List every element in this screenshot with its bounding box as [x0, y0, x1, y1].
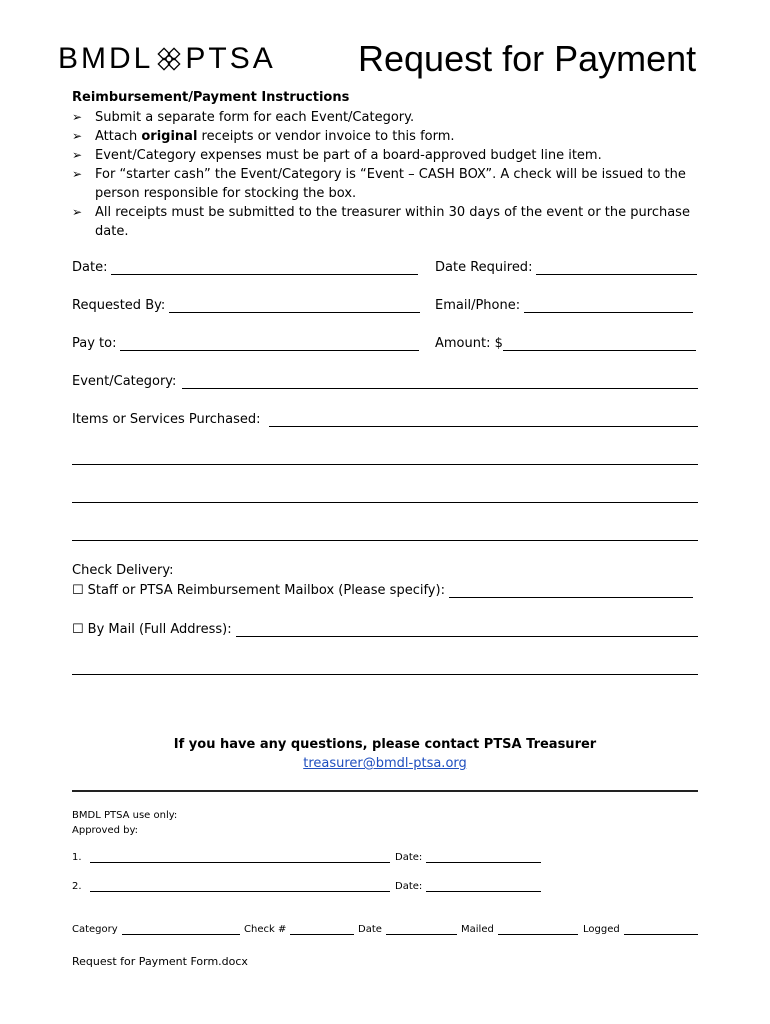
approver-1-num: 1.	[72, 852, 82, 863]
arrow-bullet-icon: ➢	[72, 110, 83, 124]
treasurer-email-link[interactable]: treasurer@bmdl-ptsa.org	[303, 756, 467, 771]
date-required-field[interactable]	[435, 260, 697, 275]
page-title: Request for Payment	[358, 38, 697, 79]
approver-2-date-label: Date:	[395, 881, 423, 892]
category-field[interactable]	[72, 924, 240, 935]
requested-by-field[interactable]	[72, 298, 420, 313]
approver-1-field[interactable]	[72, 852, 390, 863]
category-label: Category	[72, 924, 118, 935]
mail-checkbox[interactable]: ☐	[72, 622, 84, 637]
instructions-list	[72, 108, 712, 241]
pay-to-label: Pay to:	[72, 336, 117, 351]
check-delivery-heading: Check Delivery:	[72, 563, 174, 578]
approver-2-date-field[interactable]	[395, 881, 541, 892]
approver-2-num: 2.	[72, 881, 82, 892]
check-number-label: Check #	[244, 924, 287, 935]
mailbox-checkbox[interactable]: ☐	[72, 583, 84, 598]
brand-logo	[58, 42, 276, 76]
items-purchased-field[interactable]	[72, 412, 698, 427]
email-phone-field[interactable]	[435, 298, 693, 313]
brand-right-text: PTSA	[185, 42, 276, 75]
check-number-field[interactable]	[244, 924, 354, 935]
amount-field[interactable]	[435, 336, 696, 351]
approver-2-field[interactable]	[72, 881, 390, 892]
office-date-field[interactable]	[358, 924, 457, 935]
arrow-bullet-icon: ➢	[72, 205, 83, 219]
brand-left-text: BMDL	[58, 42, 154, 75]
arrow-bullet-icon: ➢	[72, 129, 83, 143]
mailbox-option-label: Staff or PTSA Reimbursement Mailbox (Please specify):	[87, 583, 445, 598]
approved-by-label: Approved by:	[72, 825, 139, 836]
date-required-label: Date Required:	[435, 260, 533, 275]
instruction-item: ➢ Submit a separate form for each Event/Category.	[72, 110, 415, 125]
items-purchased-label: Items or Services Purchased:	[72, 412, 261, 427]
logged-field[interactable]	[583, 924, 698, 935]
mail-option-label: By Mail (Full Address):	[87, 622, 232, 637]
instructions-heading: Reimbursement/Payment Instructions	[72, 90, 350, 105]
logged-label: Logged	[583, 924, 620, 935]
mailed-label: Mailed	[461, 924, 494, 935]
approver-1-date-field[interactable]	[395, 852, 541, 863]
celtic-knot-icon	[157, 47, 181, 71]
footer-filename: Request for Payment Form.docx	[72, 955, 248, 968]
arrow-bullet-icon: ➢	[72, 148, 83, 162]
event-category-field[interactable]	[72, 374, 698, 389]
instruction-item: ➢ Attach original receipts or vendor invoice to this form.	[72, 129, 455, 144]
mail-option[interactable]	[72, 622, 698, 637]
mailbox-option[interactable]	[72, 583, 693, 598]
pay-to-field[interactable]	[72, 336, 419, 351]
date-label: Date:	[72, 260, 108, 275]
office-use-label: BMDL PTSA use only:	[72, 810, 178, 821]
email-phone-label: Email/Phone:	[435, 298, 521, 313]
office-date-label: Date	[358, 924, 382, 935]
divider	[72, 790, 698, 792]
instruction-item: ➢ Event/Category expenses must be part of a board-approved budget line item.	[72, 148, 602, 163]
requested-by-label: Requested By:	[72, 298, 166, 313]
date-field[interactable]	[72, 260, 418, 275]
event-category-label: Event/Category:	[72, 374, 177, 389]
mail-address-line[interactable]	[72, 674, 698, 675]
instruction-item: ➢ For “starter cash” the Event/Category is “Event – CASH BOX”. A check will be issued to the person responsible for stocking the box.	[72, 167, 686, 201]
items-line-1[interactable]	[72, 464, 698, 465]
approver-1-date-label: Date:	[395, 852, 423, 863]
items-line-3[interactable]	[72, 540, 698, 541]
contact-question: If you have any questions, please contact PTSA Treasurer	[173, 737, 597, 752]
items-line-2[interactable]	[72, 502, 698, 503]
mailed-field[interactable]	[461, 924, 578, 935]
arrow-bullet-icon: ➢	[72, 167, 83, 181]
emphasis-original: original	[141, 129, 198, 144]
instruction-item: ➢ All receipts must be submitted to the treasurer within 30 days of the event or the purchase date.	[72, 205, 690, 239]
amount-label: Amount: $	[435, 336, 503, 351]
